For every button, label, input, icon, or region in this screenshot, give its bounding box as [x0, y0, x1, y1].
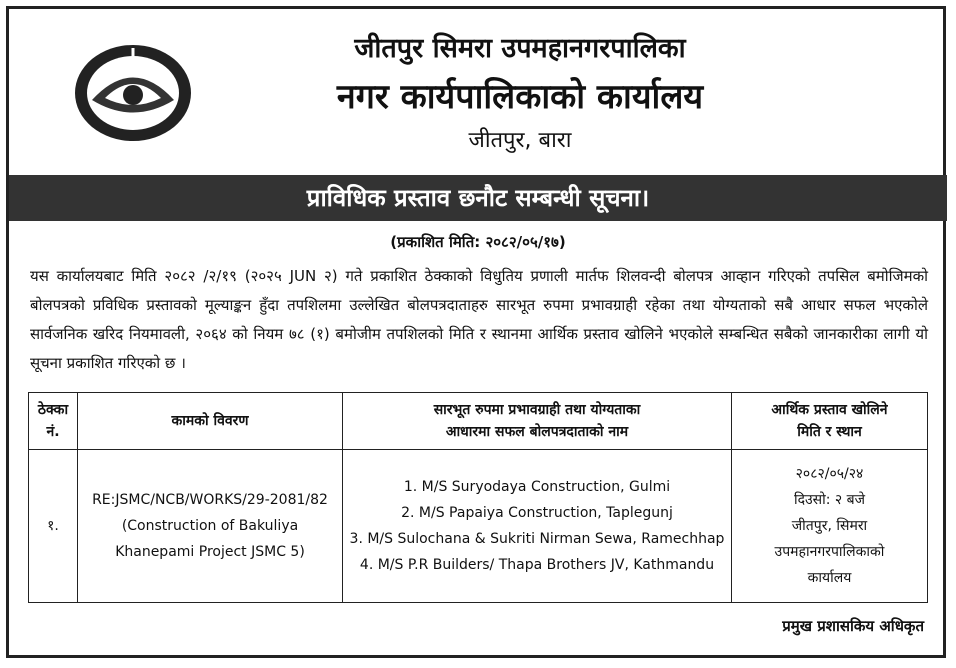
office-name: नगर कार्यपालिकाको कार्यालय [336, 77, 704, 117]
published-date: (प्रकाशित मिति: २०८२/०५/१७) [390, 233, 566, 251]
header-contract-no: ठेक्का नं. [29, 393, 78, 450]
results-table [28, 392, 928, 603]
bidder-item: 1. M/S Suryodaya Construction, Gulmi [403, 479, 671, 495]
bidder-item: 2. M/S Papaiya Construction, Taplegunj [401, 505, 673, 521]
bidder-list [343, 450, 732, 603]
header-work-description: कामको विवरण [78, 393, 343, 450]
signature-title: प्रमुख प्रशासकिय अधिकृत [782, 617, 924, 635]
contract-number: १. [29, 450, 78, 603]
table-row [29, 450, 928, 603]
bidder-item: 3. M/S Sulochana & Sukriti Nirman Sewa, Ramechhap [349, 531, 725, 547]
government-emblem-icon [70, 40, 196, 146]
notice-body: यस कार्यालयबाट मिति २०८२ /२/१९ (२०२५ JUN २) गते प्रकाशित ठेक्काको विधुतिय प्रणाली मार्तफ शिलवन्दी बोलपत्र आव्हान गरिएको तपसिल बमोजिमको बोलपत्रको प्रविधिक प्रस्तावको मूल्याङ्कन हुँदा तपशिलमा उल्लेखित बोलपत्रदाताहरु सारभूत रुपमा प्रभावग्राही रहेका तथा योग्यताको सबै आधार सफल भएकोले सार्वजनिक खरिद नियमावली, २०६४ को नियम ७८ (१) बमोजीम तपशिलको मिति र स्थानमा आर्थिक प्रस्ताव खोलिने भएकोले सम्बन्धित सबैको जानकारीका लागी यो सूचना प्रकाशित गरिएको छ । [30, 267, 928, 372]
header-successful-bidders: सारभूत रुपमा प्रभावग्राही तथा योग्यताका आधारमा सफल बोलपत्रदाताको नाम [343, 393, 732, 450]
table-header-row [29, 393, 928, 450]
notice-title: प्राविधिक प्रस्ताव छनौट सम्बन्धी सूचना। [9, 175, 947, 221]
municipality-name: जीतपुर सिमरा उपमहानगरपालिका [354, 33, 686, 64]
work-description: RE:JSMC/NCB/WORKS/29-2081/82 (Construction of Bakuliya Khanepami Project JSMC 5) [78, 450, 343, 603]
office-location: जीतपुर, बारा [468, 128, 572, 153]
header-opening-date-place: आर्थिक प्रस्ताव खोलिने मिति र स्थान [732, 393, 928, 450]
opening-details: २०८२/०५/२४ दिउसो: २ बजे जीतपुर, सिमरा उपमहानगरपालिकाको कार्यालय [732, 450, 928, 603]
bidder-item: 4. M/S P.R Builders/ Thapa Brothers JV, Kathmandu [359, 557, 715, 573]
